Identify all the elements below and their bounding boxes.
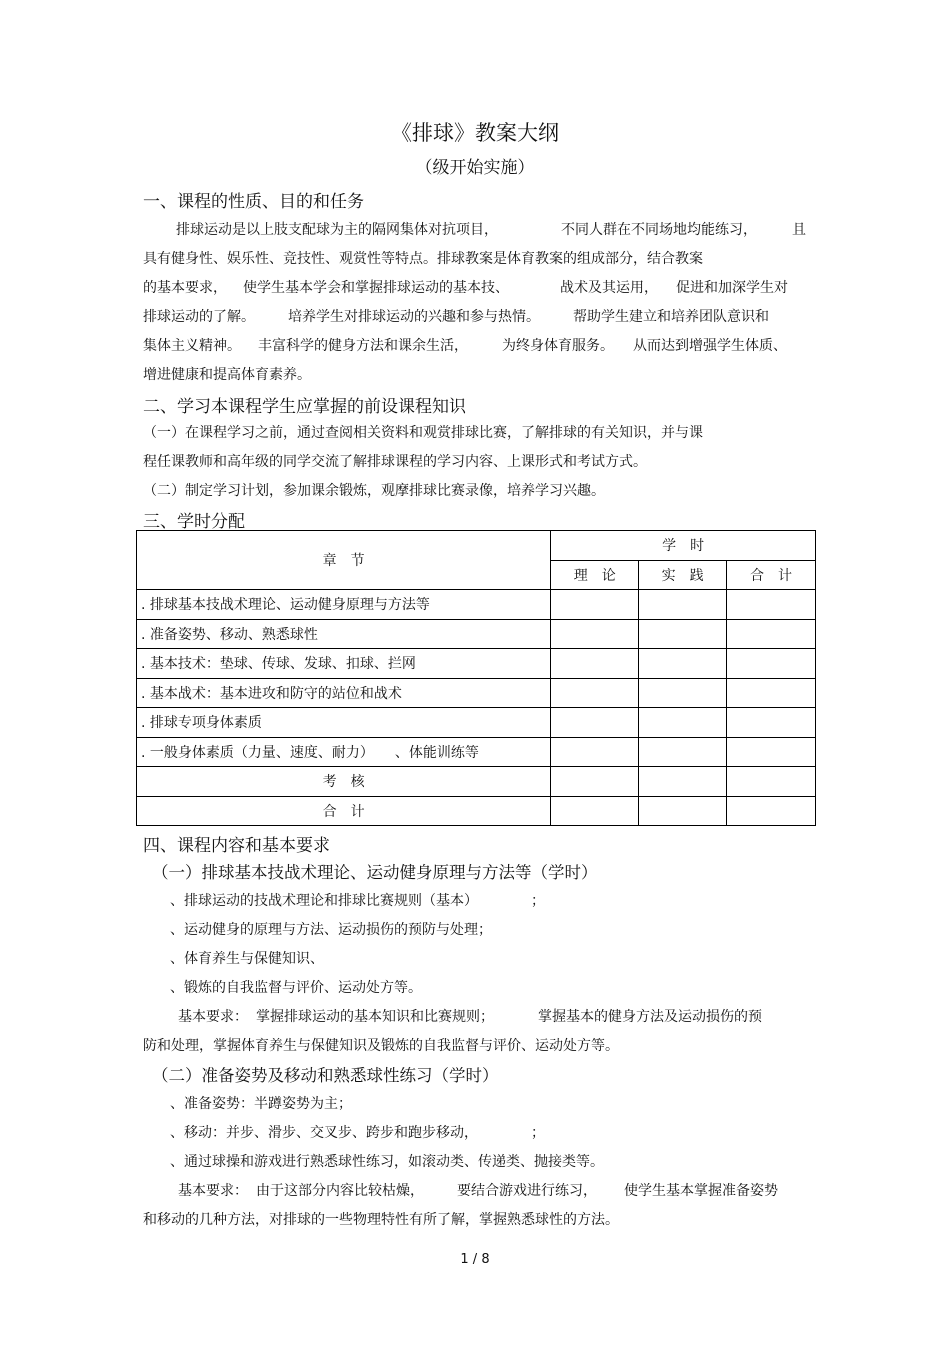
- s1-line4-b: 培养学生对排球运动的兴趣和参与热情。: [288, 309, 540, 325]
- total-cell: [727, 796, 816, 826]
- sub2-req1-c: 要结合游戏进行练习，: [457, 1183, 597, 1199]
- chapter-cell: . 准备姿势、移动、熟悉球性: [137, 619, 551, 649]
- section-1-heading: 一、课程的性质、目的和任务: [143, 192, 364, 212]
- practice-cell: [639, 678, 727, 708]
- s1-line5-b: 丰富科学的健身方法和课余生活，: [258, 338, 468, 354]
- s1-line1-b: 不同人群在不同场地均能练习，: [561, 222, 757, 238]
- hours-header: 学 时: [551, 531, 816, 561]
- total-label-cell: 合 计: [137, 796, 551, 826]
- subsection-1-heading: （一）排球基本技战术理论、运动健身原理与方法等（学时）: [152, 863, 598, 882]
- sub2-req1-a: 基本要求：: [178, 1183, 248, 1199]
- table-row: [137, 708, 816, 738]
- exam-row: [137, 767, 816, 797]
- sub1-item1-a: 、排球运动的技战术理论和排球比赛规则（基本）: [170, 893, 478, 909]
- practice-cell: [639, 737, 727, 767]
- s2-line2: 程任课教师和高年级的同学交流了解排球课程的学习内容、上课形式和考试方式。: [143, 454, 647, 470]
- sub1-item3: 、体育养生与保健知识、: [170, 951, 324, 967]
- total-header: 合 计: [727, 560, 816, 590]
- total-row: [137, 796, 816, 826]
- chapter-cell: . 排球基本技战术理论、运动健身原理与方法等: [137, 590, 551, 620]
- practice-cell: [639, 767, 727, 797]
- sub2-req2: 和移动的几种方法，对排球的一些物理特性有所了解，掌握熟悉球性的方法。: [143, 1212, 619, 1228]
- sub2-item1: 、准备姿势：半蹲姿势为主；: [170, 1096, 352, 1112]
- theory-cell: [551, 590, 639, 620]
- sub1-req1-b: 掌握排球运动的基本知识和比赛规则；: [256, 1009, 494, 1025]
- table-row: [137, 737, 816, 767]
- section-2-heading: 二、学习本课程学生应掌握的前设课程知识: [143, 397, 466, 417]
- chapter-cell: . 排球专项身体素质: [137, 708, 551, 738]
- theory-cell: [551, 796, 639, 826]
- table-row: [137, 590, 816, 620]
- s1-line1-c: 且: [792, 222, 806, 238]
- s1-line1-a: 排球运动是以上肢支配球为主的隔网集体对抗项目，: [176, 222, 498, 238]
- table-row: [137, 649, 816, 679]
- page-number: 1 / 8: [460, 1252, 490, 1267]
- table-header-row: [137, 531, 816, 561]
- s1-line3-c: 战术及其运用，: [560, 280, 658, 296]
- section-3-heading: 三、学时分配: [143, 512, 245, 532]
- table-row: [137, 678, 816, 708]
- s1-line3-a: 的基本要求，: [143, 280, 227, 296]
- practice-header: 实 践: [639, 560, 727, 590]
- theory-cell: [551, 708, 639, 738]
- sub1-item2: 、运动健身的原理与方法、运动损伤的预防与处理；: [170, 922, 492, 938]
- theory-cell: [551, 737, 639, 767]
- practice-cell: [639, 590, 727, 620]
- total-cell: [727, 708, 816, 738]
- theory-cell: [551, 678, 639, 708]
- theory-cell: [551, 619, 639, 649]
- sub1-req1-a: 基本要求：: [178, 1009, 248, 1025]
- total-cell: [727, 649, 816, 679]
- total-cell: [727, 590, 816, 620]
- s1-line2: 具有健身性、娱乐性、竞技性、观赏性等特点。排球教案是体育教案的组成部分，结合教案: [143, 251, 703, 267]
- hours-allocation-table: [136, 530, 816, 826]
- s1-line4-c: 帮助学生建立和培养团队意识和: [573, 309, 769, 325]
- s1-line4-a: 排球运动的了解。: [143, 309, 255, 325]
- s1-line5-c: 为终身体育服务。: [502, 338, 614, 354]
- theory-header: 理 论: [551, 560, 639, 590]
- s1-line5-d: 从而达到增强学生体质、: [633, 338, 787, 354]
- table-row: [137, 619, 816, 649]
- chapter-cell: . 基本战术：基本进攻和防守的站位和战术: [137, 678, 551, 708]
- chapter-header: 章 节: [137, 531, 551, 590]
- chapter-cell: . 基本技术：垫球、传球、发球、扣球、拦网: [137, 649, 551, 679]
- sub1-req2: 防和处理，掌握体育养生与保健知识及锻炼的自我监督与评价、运动处方等。: [143, 1038, 619, 1054]
- sub2-item3: 、通过球操和游戏进行熟悉球性练习，如滚动类、传递类、抛接类等。: [170, 1154, 604, 1170]
- s1-line3-d: 促进和加深学生对: [676, 280, 788, 296]
- sub1-item4: 、锻炼的自我监督与评价、运动处方等。: [170, 980, 422, 996]
- sub1-item1-b: ；: [531, 893, 545, 909]
- total-cell: [727, 678, 816, 708]
- theory-cell: [551, 767, 639, 797]
- total-cell: [727, 619, 816, 649]
- practice-cell: [639, 649, 727, 679]
- s2-line3: （二）制定学习计划，参加课余锻炼，观摩排球比赛录像，培养学习兴趣。: [143, 483, 605, 499]
- document-subtitle: （级开始实施）: [415, 158, 535, 178]
- total-cell: [727, 737, 816, 767]
- sub2-item2-a: 、移动：并步、滑步、交叉步、跨步和跑步移动，: [170, 1125, 478, 1141]
- sub2-req1-d: 使学生基本掌握准备姿势: [624, 1183, 778, 1199]
- s2-line1: （一）在课程学习之前，通过查阅相关资料和观赏排球比赛，了解排球的有关知识，并与课: [143, 425, 703, 441]
- section-4-heading: 四、课程内容和基本要求: [143, 836, 330, 856]
- document-title: 《排球》教案大纲: [391, 121, 559, 145]
- total-cell: [727, 767, 816, 797]
- s1-line5-a: 集体主义精神。: [143, 338, 241, 354]
- sub1-req1-c: 掌握基本的健身方法及运动损伤的预: [538, 1009, 762, 1025]
- sub2-req1-b: 由于这部分内容比较枯燥，: [256, 1183, 424, 1199]
- theory-cell: [551, 649, 639, 679]
- practice-cell: [639, 619, 727, 649]
- practice-cell: [639, 796, 727, 826]
- s1-line6: 增进健康和提高体育素养。: [143, 367, 311, 383]
- practice-cell: [639, 708, 727, 738]
- subsection-2-heading: （二）准备姿势及移动和熟悉球性练习（学时）: [152, 1066, 499, 1085]
- exam-cell: 考 核: [137, 767, 551, 797]
- chapter-cell: . 一般身体素质（力量、速度、耐力） 、体能训练等: [137, 737, 551, 767]
- sub2-item2-b: ；: [531, 1125, 545, 1141]
- s1-line3-b: 使学生基本学会和掌握排球运动的基本技、: [243, 280, 509, 296]
